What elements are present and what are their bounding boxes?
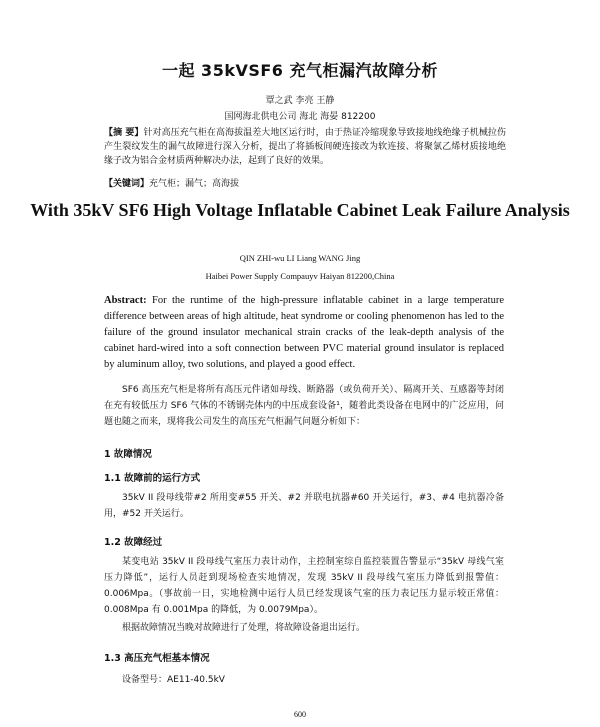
section-heading-1-2: 1.2 故障经过 [104,537,163,548]
chinese-keywords [104,176,506,189]
english-abstract [104,293,504,373]
chinese-keywords-text: 充气柜；漏气；高海拔 [149,179,240,189]
intro-paragraph: SF6 高压充气柜是将所有高压元件诸如母线、断路器（或负荷开关）、隔离开关、互感器等封闭在充有较低压力 SF6 气体的不锈钢壳体内的中压成套设备¹，随着此类设备在电网中的广泛应用，问题也随之而来，现将我公司发生的高压充气柜漏气问题分析如下： [104,385,504,427]
section-heading-1-1: 1.1 故障前的运行方式 [104,473,201,484]
chinese-abstract [104,126,506,168]
chinese-abstract-label: 【摘 要】 [104,128,144,138]
chinese-affiliation: 国网海北供电公司 海北 海晏 812200 [224,112,376,122]
section-1-2-body: 某变电站 35kV II 段母线气室压力表计动作，主控制室综自监控装置告警显示“35kV 母线气室压力降低”，运行人员赶到现场检查实地情况，发现 35kV II 段母线气室压力降低到报警值：0.006Mpa。（事故前一日，实地检测中运行人员已经发现该气室的压力表记压力显示较正常值：0.008Mpa 有 0.001Mpa 的降低，为 0.0079Mpa）。 [104,557,504,615]
english-abstract-label: Abstract: [104,295,147,306]
chinese-abstract-text: 针对高压充气柜在高海拔温差大地区运行时，由于热证冷缩现象导致接地线绝缘子机械拉伤产生裂纹发生的漏气故障进行深入分析，提出了将插板间硬连接改为软连接、将聚氯乙烯材质接地绝缘子改为铝合金材质两种解决办法，起到了良好的效果。 [104,128,506,166]
english-affiliation: Haibei Power Supply Compauyv Haiyan 812200,China [205,271,395,281]
english-abstract-text: For the runtime of the high-pressure inflatable cabinet in a large temperature difference between areas of high altitude, heat syndrome or cooling phenomenon has led to the failure of the ground insulator mechanical strain cracks of the leak-depth analysis of the cabinet hard-wired into a soft connection between PVC material ground insulator is replaced by aluminum alloy, two solutions, and played a good effect. [104,295,505,370]
section-heading-1: 1 故障情况 [104,449,152,460]
chinese-title: 一起 35kVSF6 充气柜漏汽故障分析 [161,61,439,80]
section-1-2-body-2: 根据故障情况当晚对故障进行了处理，将故障设备退出运行。 [122,623,366,633]
section-1-1-body: 35kV II 段母线带#2 所用变#55 开关、#2 并联电抗器#60 开关运行，#3、#4 电抗器冷备用，#52 开关运行。 [104,493,504,519]
chinese-keywords-label: 【关键词】 [104,179,150,189]
english-title: With 35kV SF6 High Voltage Inflatable Cabinet Leak Failure Analysis [30,200,570,220]
english-authors: QIN ZHI-wu LI Liang WANG Jing [239,253,361,263]
chinese-authors: 覃之武 李亮 王静 [265,96,335,106]
section-heading-1-3: 1.3 高压充气柜基本情况 [104,653,210,664]
page-number: 600 [294,710,306,719]
section-1-3-body: 设备型号：AE11-40.5kV [122,675,225,685]
